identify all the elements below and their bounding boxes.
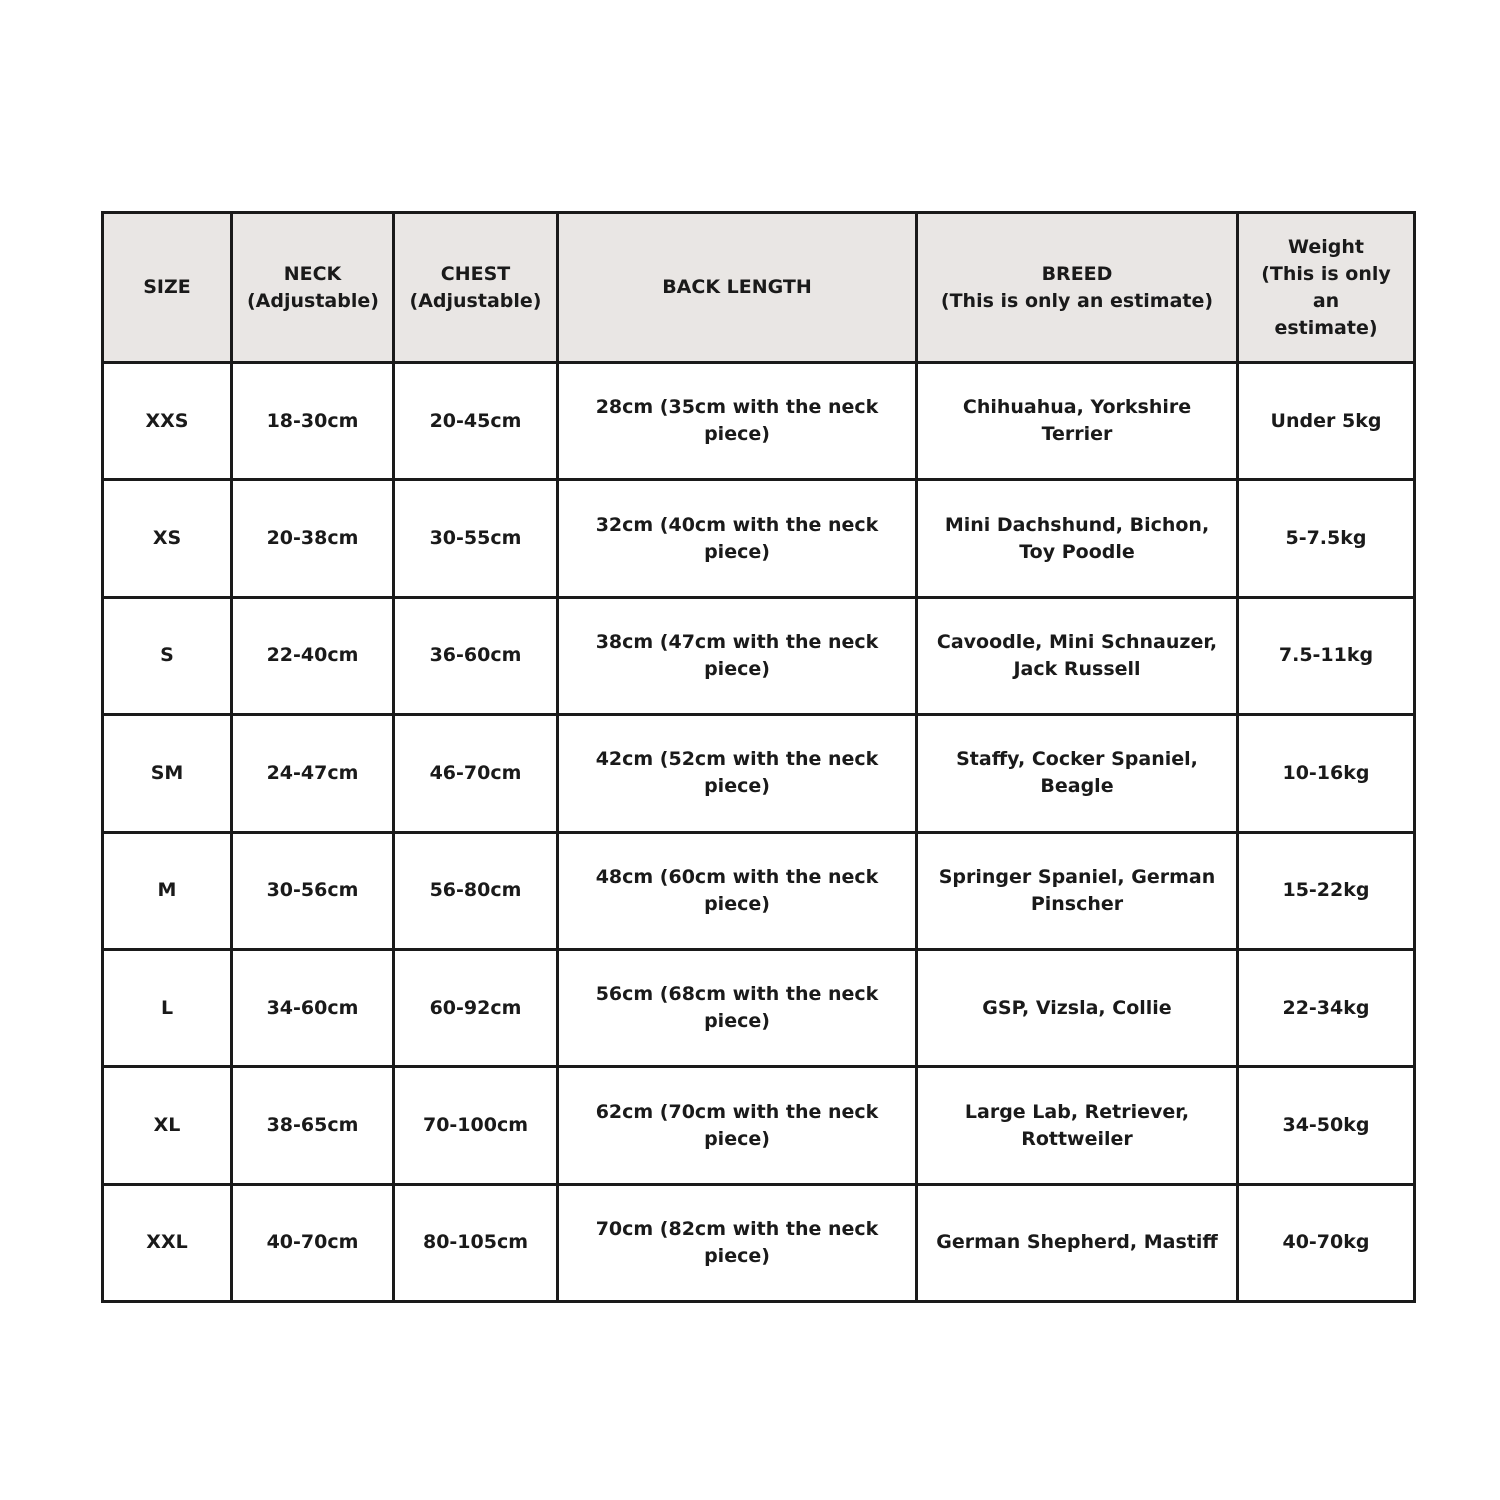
size-chart-table [101,211,1416,1303]
header-label: CHEST [440,262,511,285]
weight-cell: 7.5-11kg [1238,597,1415,714]
neck-cell: 34-60cm [232,949,394,1066]
header-neck [232,213,394,363]
header-chest [394,213,558,363]
chest-cell: 60-92cm [394,949,558,1066]
header-row [103,213,1415,363]
header-sublabel: (Adjustable) [247,289,379,312]
back-length-cell: 28cm (35cm with the neck piece) [558,363,917,480]
header-label: SIZE [143,276,191,298]
neck-cell: 30-56cm [232,832,394,949]
breed-cell: Large Lab, Retriever, Rottweiler [917,1067,1238,1184]
header-breed [917,213,1238,363]
back-length-cell: 62cm (70cm with the neck piece) [558,1067,917,1184]
header-label: BREED [1041,262,1113,285]
back-length-cell: 48cm (60cm with the neck piece) [558,832,917,949]
size-cell: XXL [103,1184,232,1301]
weight-cell: 40-70kg [1238,1184,1415,1301]
back-length-cell: 38cm (47cm with the neck piece) [558,597,917,714]
neck-cell: 22-40cm [232,597,394,714]
breed-cell: Cavoodle, Mini Schnauzer, Jack Russell [917,597,1238,714]
header-sublabel: (Adjustable) [409,289,542,312]
table-row [103,363,1415,480]
chest-cell: 70-100cm [394,1067,558,1184]
neck-cell: 38-65cm [232,1067,394,1184]
size-cell: L [103,949,232,1066]
neck-cell: 24-47cm [232,715,394,832]
breed-cell: Chihuahua, Yorkshire Terrier [917,363,1238,480]
header-weight [1238,213,1415,363]
chest-cell: 36-60cm [394,597,558,714]
header-label: BACK LENGTH [662,276,812,298]
size-cell: XS [103,480,232,597]
header-sublabel: (This is only an estimate) [1261,262,1391,339]
weight-cell: 5-7.5kg [1238,480,1415,597]
breed-cell: Springer Spaniel, German Pinscher [917,832,1238,949]
back-length-cell: 32cm (40cm with the neck piece) [558,480,917,597]
header-label: NECK [283,262,342,285]
header-size [103,213,232,363]
chest-cell: 46-70cm [394,715,558,832]
back-length-cell: 56cm (68cm with the neck piece) [558,949,917,1066]
neck-cell: 40-70cm [232,1184,394,1301]
breed-cell: Mini Dachshund, Bichon, Toy Poodle [917,480,1238,597]
header-back-length [558,213,917,363]
weight-cell: 10-16kg [1238,715,1415,832]
header-label: Weight [1288,235,1364,258]
table-header [103,213,1415,363]
chest-cell: 56-80cm [394,832,558,949]
table-row [103,949,1415,1066]
weight-cell: 15-22kg [1238,832,1415,949]
table-row [103,1184,1415,1301]
chest-cell: 80-105cm [394,1184,558,1301]
weight-cell: 34-50kg [1238,1067,1415,1184]
breed-cell: German Shepherd, Mastiff [917,1184,1238,1301]
size-cell: M [103,832,232,949]
table-row [103,597,1415,714]
chest-cell: 20-45cm [394,363,558,480]
size-cell: S [103,597,232,714]
table-row [103,480,1415,597]
back-length-cell: 70cm (82cm with the neck piece) [558,1184,917,1301]
breed-cell: GSP, Vizsla, Collie [917,949,1238,1066]
table-body [103,363,1415,1302]
neck-cell: 18-30cm [232,363,394,480]
chest-cell: 30-55cm [394,480,558,597]
back-length-cell: 42cm (52cm with the neck piece) [558,715,917,832]
size-cell: XL [103,1067,232,1184]
weight-cell: 22-34kg [1238,949,1415,1066]
table-row [103,715,1415,832]
size-cell: XXS [103,363,232,480]
table-row [103,1067,1415,1184]
neck-cell: 20-38cm [232,480,394,597]
weight-cell: Under 5kg [1238,363,1415,480]
size-cell: SM [103,715,232,832]
table-row [103,832,1415,949]
breed-cell: Staffy, Cocker Spaniel, Beagle [917,715,1238,832]
header-sublabel: (This is only an estimate) [940,289,1214,312]
